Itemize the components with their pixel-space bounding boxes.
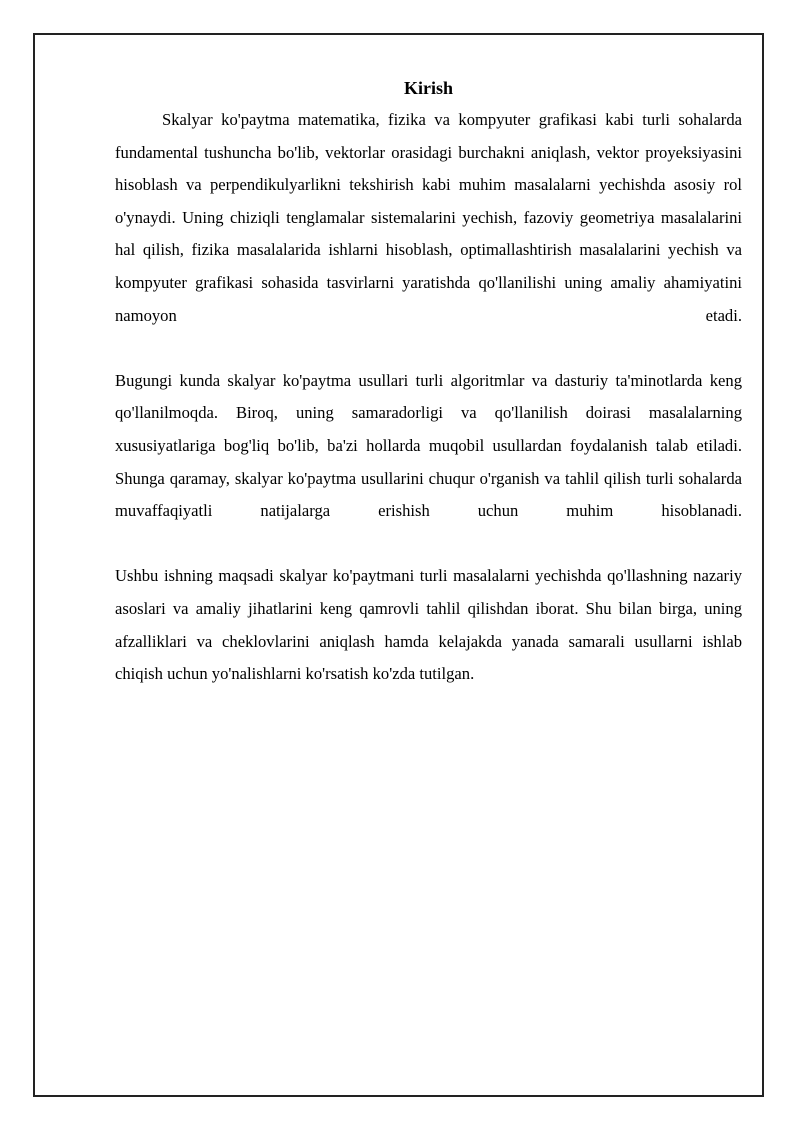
document-title: Kirish bbox=[403, 78, 453, 98]
paragraph-current-usage: Bugungi kunda skalyar ko'paytma usullari turli algoritmlar va dasturiy ta'minotlarda keng qo'llanilmoqda. Biroq, uning samaradorligi va qo'llanilish doirasi masalalarning xususiyatlariga bog'liq bo'lib, ba'zi hollarda muqobil usullardan foydalanish talab etiladi. Shunga qaramay, skalyar ko'paytma usullarini chuqur o'rganish va tahlil qilish turli sohalarda muvaffaqiyatli natijalarga erishish uchun muhim hisoblanadi. bbox=[115, 370, 742, 521]
paragraph-spacer bbox=[115, 528, 742, 561]
paragraph-purpose: Ushbu ishning maqsadi skalyar ko'paytmani turli masalalarni yechishda qo'llashning nazariy asoslari va amaliy jihatlarini keng qamrovli tahlil qilishdan iborat. Shu bilan birga, uning afzalliklari va cheklovlarini aniqlash hamda kelajakda yanada samarali usullarni ishlab chiqish uchun yo'nalishlarni ko'rsatish ko'zda tutilgan. bbox=[115, 566, 742, 684]
paragraph-introduction: Skalyar ko'paytma matematika, fizika va kompyuter grafikasi kabi turli sohalarda fundamental tushuncha bo'lib, vektorlar orasidagi burchakni aniqlash, vektor proyeksiyasini hisoblash va perpendikulyarlikni tekshirish kabi muhim masalalarni yechishda asosiy rol o'ynaydi. Uning chiziqli tenglamalar sistemalarini yechish, fazoviy geometriya masalalarini hal qilish, fizika masalalarida ishlarni hisoblash, optimallashtirish masalalarini yechish va kompyuter grafikasi sohasida tasvirlarni yaratishda qo'llanilishi uning amaliy ahamiyatini namoyon etadi. bbox=[115, 110, 742, 325]
document-body bbox=[115, 74, 742, 691]
paragraph-spacer bbox=[115, 332, 742, 365]
